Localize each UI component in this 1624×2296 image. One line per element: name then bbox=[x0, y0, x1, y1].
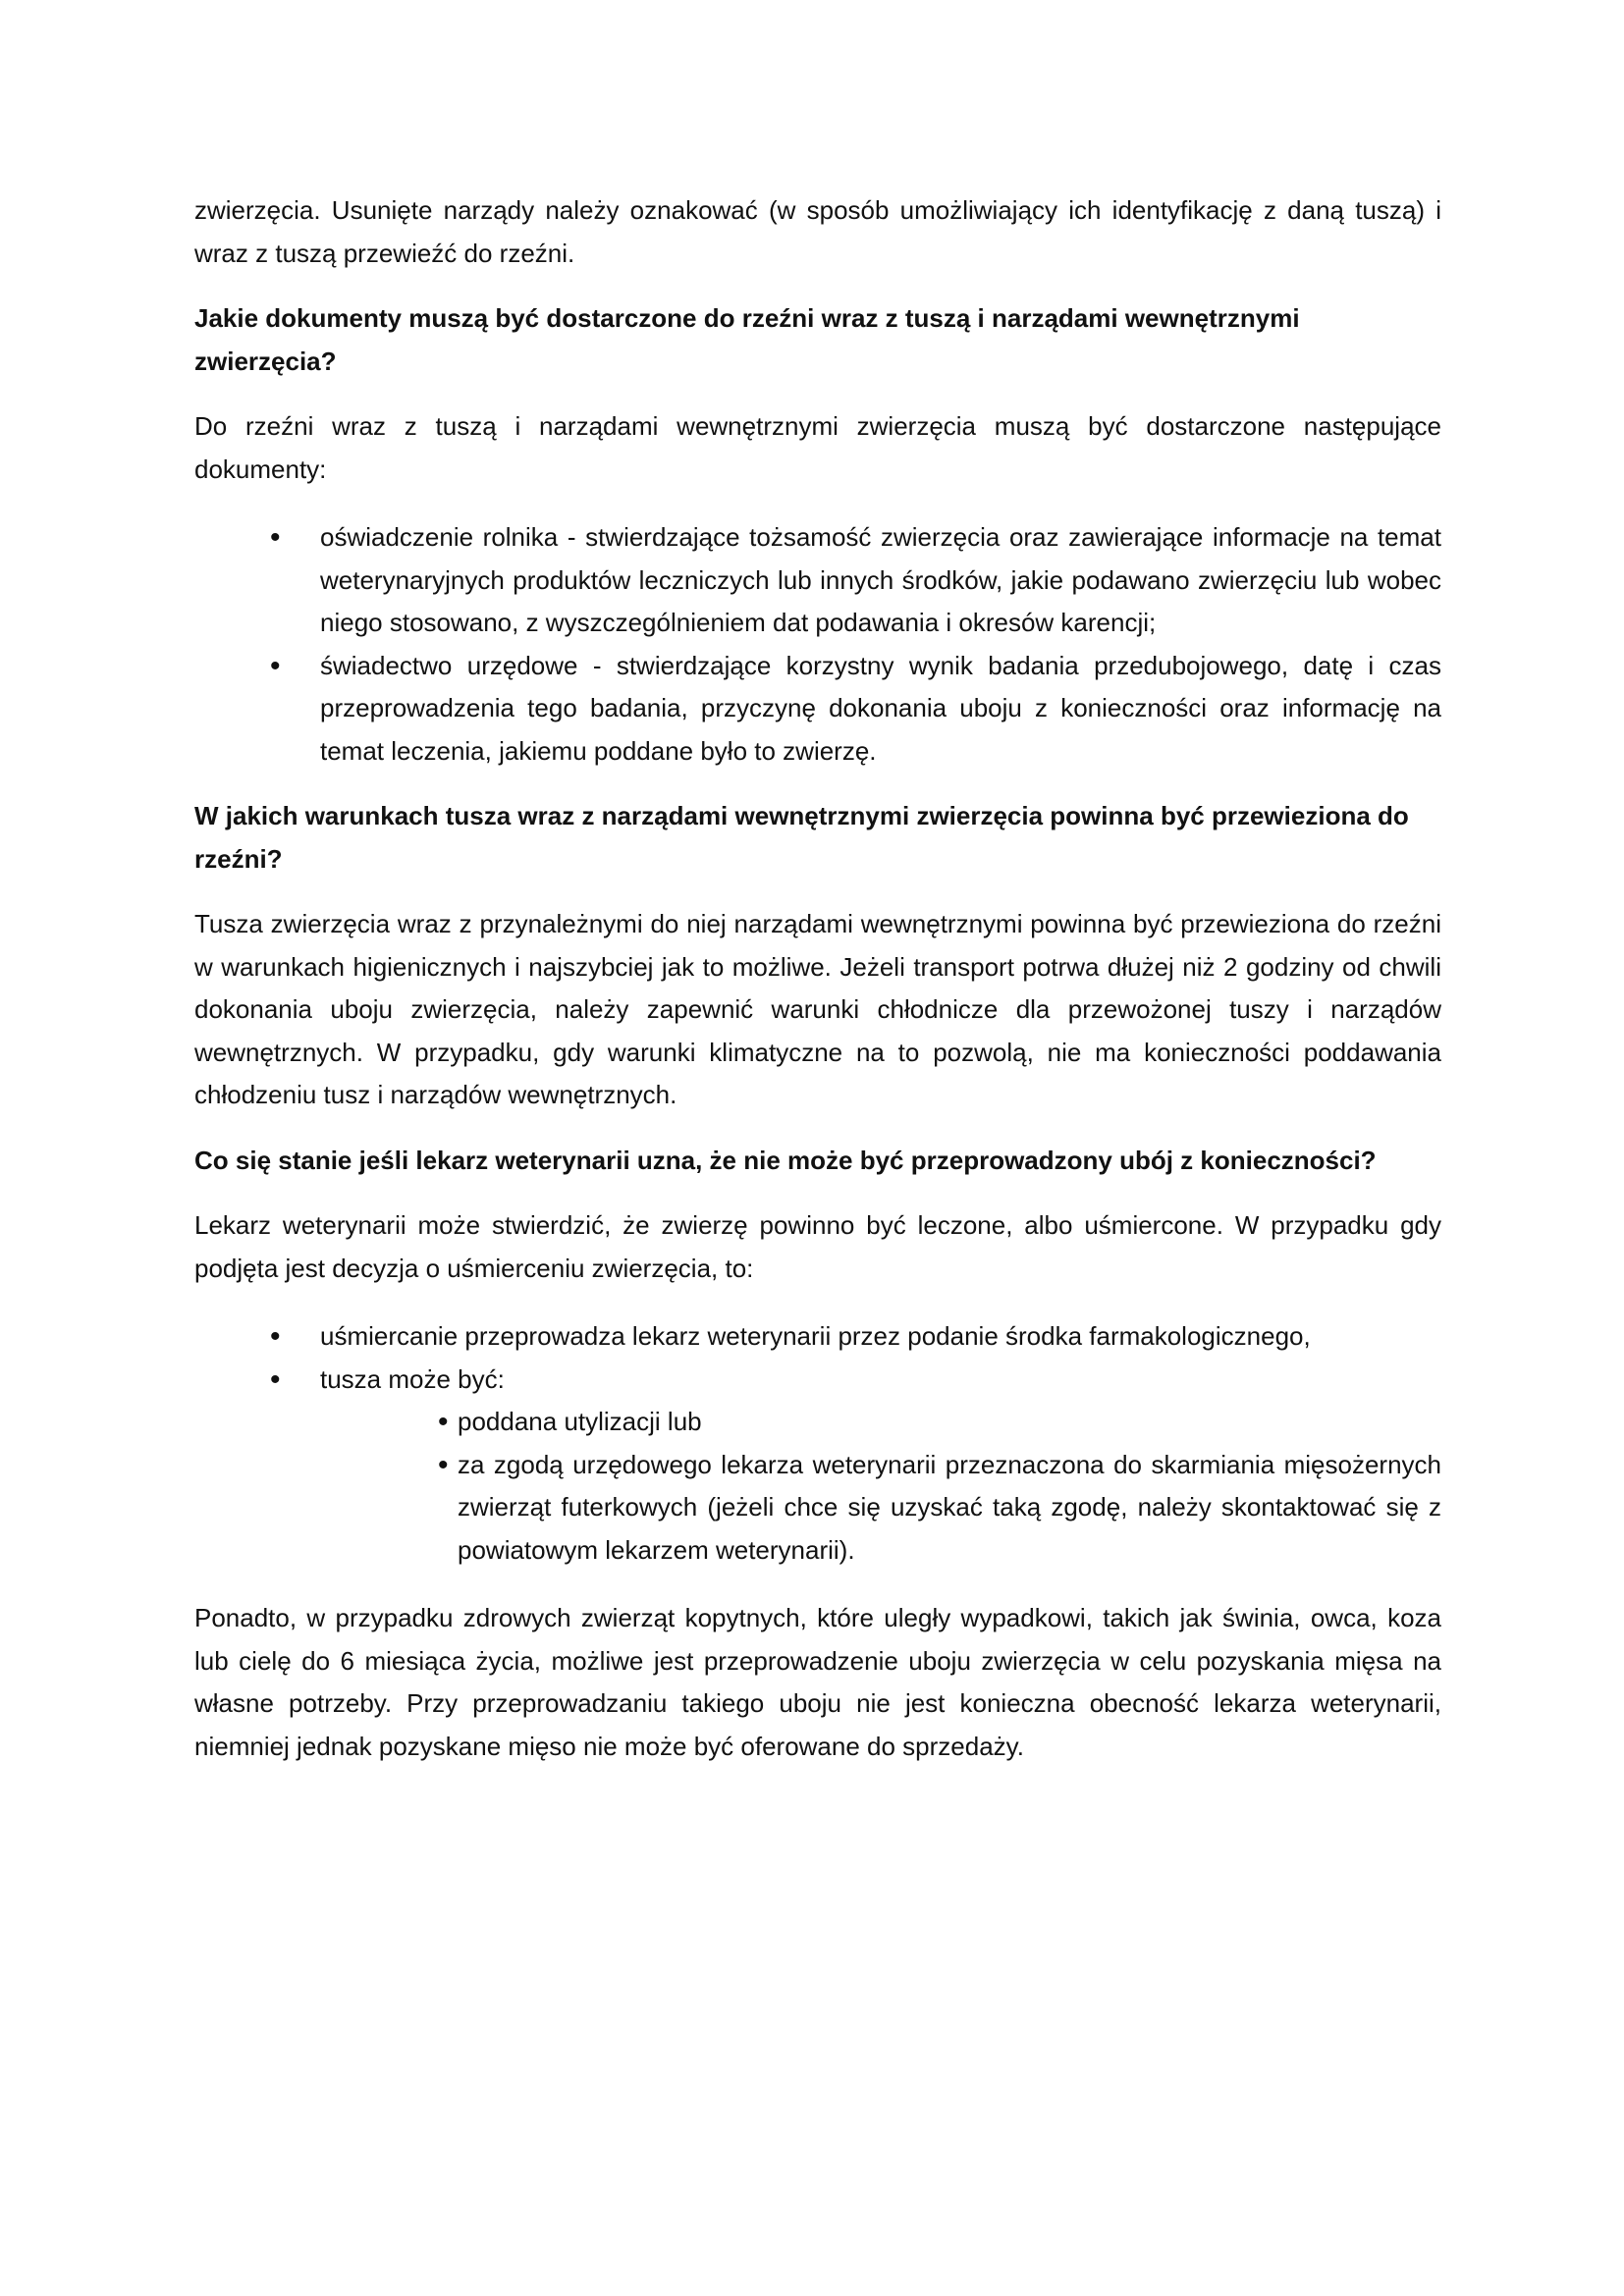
carcass-options-list bbox=[320, 1401, 1441, 1572]
list-item bbox=[194, 1359, 1441, 1573]
list-item: • oświadczenie rolnika - stwierdzające tożsamość zwierzęcia oraz zawierające informacje na temat weterynaryjnych produktów leczniczych lub innych środków, jakie podawano zwierzęciu lub wobec niego stosowano, z wyszczególnieniem dat podawania i okresów karencji; bbox=[194, 516, 1441, 645]
refusal-paragraph: Lekarz weterynarii może stwierdzić, że zwierzę powinno być leczone, albo uśmiercone. W przypadku gdy podjęta jest decyzja o uśmierceniu zwierzęcia, to: bbox=[194, 1210, 1441, 1283]
documents-paragraph: Do rzeźni wraz z tuszą i narządami wewnętrznymi zwierzęcia muszą być dostarczone następujące dokumenty: bbox=[194, 411, 1441, 484]
sub-list-item: • poddana utylizacji lub bbox=[194, 1401, 1441, 1444]
sub-list-item: • za zgodą urzędowego lekarza weterynarii przeznaczona do skarmiania mięsożernych zwierząt futerkowych (jeżeli chce się uzyskać taką zgodę, należy skontaktować się z powiatowym lekarzem weterynarii). bbox=[194, 1444, 1441, 1573]
section-heading-transport: W jakich warunkach tusza wraz z narządami wewnętrznymi zwierzęcia powinna być przewieziona do rzeźni? bbox=[194, 801, 1409, 874]
list-item-label: tusza może być: bbox=[320, 1363, 505, 1394]
document-body bbox=[194, 189, 1441, 1768]
list-item: • świadectwo urzędowe - stwierdzające korzystny wynik badania przedubojowego, datę i czas przeprowadzenia tego badania, przyczynę dokonania uboju z konieczności oraz informację na temat leczenia, jakiemu poddane było to zwierzę. bbox=[194, 645, 1441, 774]
closing-paragraph: Ponadto, w przypadku zdrowych zwierząt kopytnych, które uległy wypadkowi, takich jak świnia, owca, koza lub cielę do 6 miesiąca życia, możliwe jest przeprowadzenie uboju zwierzęcia w celu pozyskania mięsa na własne potrzeby. Przy przeprowadzaniu takiego uboju nie jest konieczna obecność lekarza weterynarii, niemniej jednak pozyskane mięso nie może być oferowane do sprzedaży. bbox=[194, 1603, 1441, 1761]
transport-paragraph: Tusza zwierzęcia wraz z przynależnymi do niej narządami wewnętrznymi powinna być przewieziona do rzeźni w warunkach higienicznych i najszybciej jak to możliwe. Jeżeli transport potrwa dłużej niż 2 godziny od chwili dokonania uboju zwierzęcia, należy zapewnić warunki chłodnicze dla przewożonej tuszy i narządów wewnętrznych. W przypadku, gdy warunki klimatyczne na to pozwolą, nie ma konieczności poddawania chłodzeniu tusz i narządów wewnętrznych. bbox=[194, 909, 1441, 1109]
section-heading-documents: Jakie dokumenty muszą być dostarczone do rzeźni wraz z tuszą i narządami wewnętrznymi zwierzęcia? bbox=[194, 303, 1300, 376]
list-item: • uśmiercanie przeprowadza lekarz weterynarii przez podanie środka farmakologicznego, bbox=[194, 1315, 1441, 1359]
section-heading-refusal: Co się stanie jeśli lekarz weterynarii uzna, że nie może być przeprowadzony ubój z konieczności? bbox=[194, 1145, 1377, 1175]
documents-list bbox=[194, 516, 1441, 773]
intro-paragraph: zwierzęcia. Usunięte narządy należy oznakować (w sposób umożliwiający ich identyfikację z daną tuszą) i wraz z tuszą przewieźć do rzeźni. bbox=[194, 195, 1441, 268]
refusal-list bbox=[194, 1315, 1441, 1572]
